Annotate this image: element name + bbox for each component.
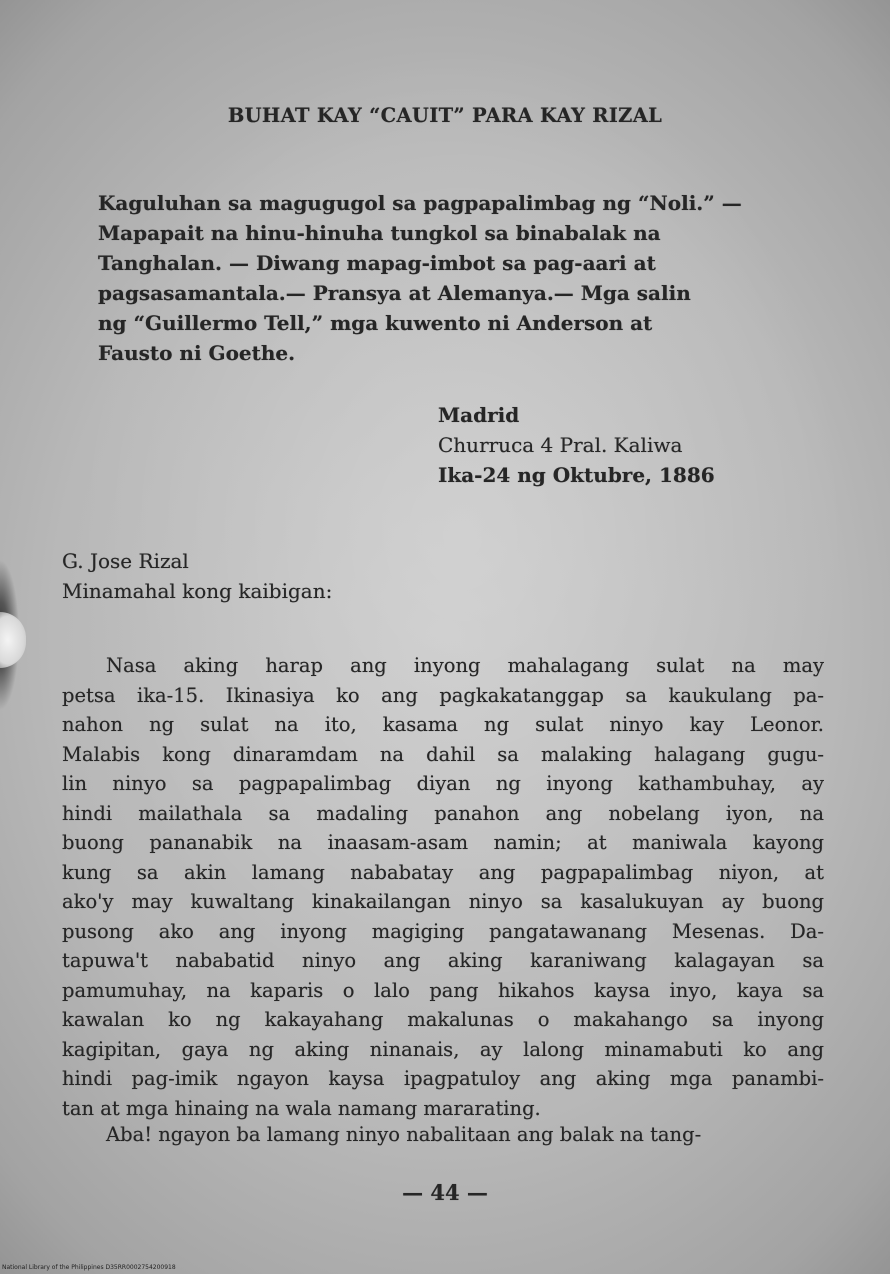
body-line: kawalan ko ng kakayahang makalunas o makahango sa inyong — [62, 1008, 824, 1031]
body-line: ako'y may kuwaltang kinakailangan ninyo sa kasalukuyan ay buong — [62, 890, 824, 913]
summary-line: Tanghalan. — Diwang mapag-imbot sa pag-aari at — [98, 251, 656, 275]
library-stamp: National Library of the Philippines D35RR0002754200918 — [2, 1264, 176, 1271]
body-line: hindi mailathala sa madaling panahon ang nobelang iyon, na — [62, 801, 824, 825]
summary-line: Mapapait na hinu-hinuha tungkol sa binabalak na — [98, 221, 661, 245]
body-line: Nasa aking harap ang inyong mahalagang sulat na may — [106, 654, 824, 677]
body-line: kagipitan, gaya ng aking ninanais, ay lalong minamabuti ko ang — [62, 1037, 824, 1061]
body-line: tan at mga hinaing na wala namang mararating. — [62, 1096, 541, 1120]
summary-line: Kaguluhan sa magugugol sa pagpapalimbag ng “Noli.” — — [98, 191, 742, 215]
body-line: petsa ika-15. Ikinasiya ko ang pagkakatanggap sa kaukulang pa- — [62, 683, 824, 707]
salutation — [62, 546, 332, 606]
body-line: lin ninyo sa pagpapalimbag diyan ng inyong kathambuhay, ay — [62, 772, 824, 795]
summary-line: ng “Guillermo Tell,” mga kuwento ni Anderson at — [98, 311, 653, 335]
chapter-title: BUHAT KAY “CAUIT” PARA KAY RIZAL — [227, 104, 663, 127]
body-line: Malabis kong dinaramdam na dahil sa malaking halagang gugu- — [62, 742, 824, 766]
body-line: tapuwa't nababatid ninyo ang aking karaniwang kalagayan sa — [62, 949, 824, 972]
chapter-summary — [98, 188, 778, 368]
body-line: buong pananabik na inaasam-asam namin; at maniwala kayong — [62, 831, 824, 854]
body-line: pamumuhay, na kaparis o lalo pang hikahos kaysa inyo, kaya sa — [62, 978, 824, 1002]
greeting: Minamahal kong kaibigan: — [62, 579, 333, 603]
letter-body — [62, 651, 824, 1123]
body-line: kung sa akin lamang nababatay ang pagpapalimbag niyon, at — [62, 860, 824, 884]
recipient-name: G. Jose Rizal — [62, 549, 189, 573]
letter-address: Churruca 4 Pral. Kaliwa — [438, 433, 683, 457]
letter-date: Ika-24 ng Oktubre, 1886 — [438, 463, 715, 487]
body-line: nahon ng sulat na ito, kasama ng sulat ninyo kay Leonor. — [62, 713, 824, 736]
page-number: — 44 — — [402, 1180, 488, 1205]
body-line: pusong ako ang inyong magiging pangatawanang Mesenas. Da- — [62, 919, 824, 943]
letter-place: Madrid — [438, 403, 520, 427]
summary-line: pagsasamantala.— Pransya at Alemanya.— Mga salin — [98, 281, 691, 305]
body-line: hindi pag-imik ngayon kaysa ipagpatuloy ang aking mga panambi- — [62, 1067, 824, 1090]
letter-heading — [438, 400, 715, 490]
next-paragraph-start: Aba! ngayon ba lamang ninyo nabalitaan ang balak na tang- — [106, 1123, 702, 1146]
summary-line: Fausto ni Goethe. — [98, 341, 296, 365]
